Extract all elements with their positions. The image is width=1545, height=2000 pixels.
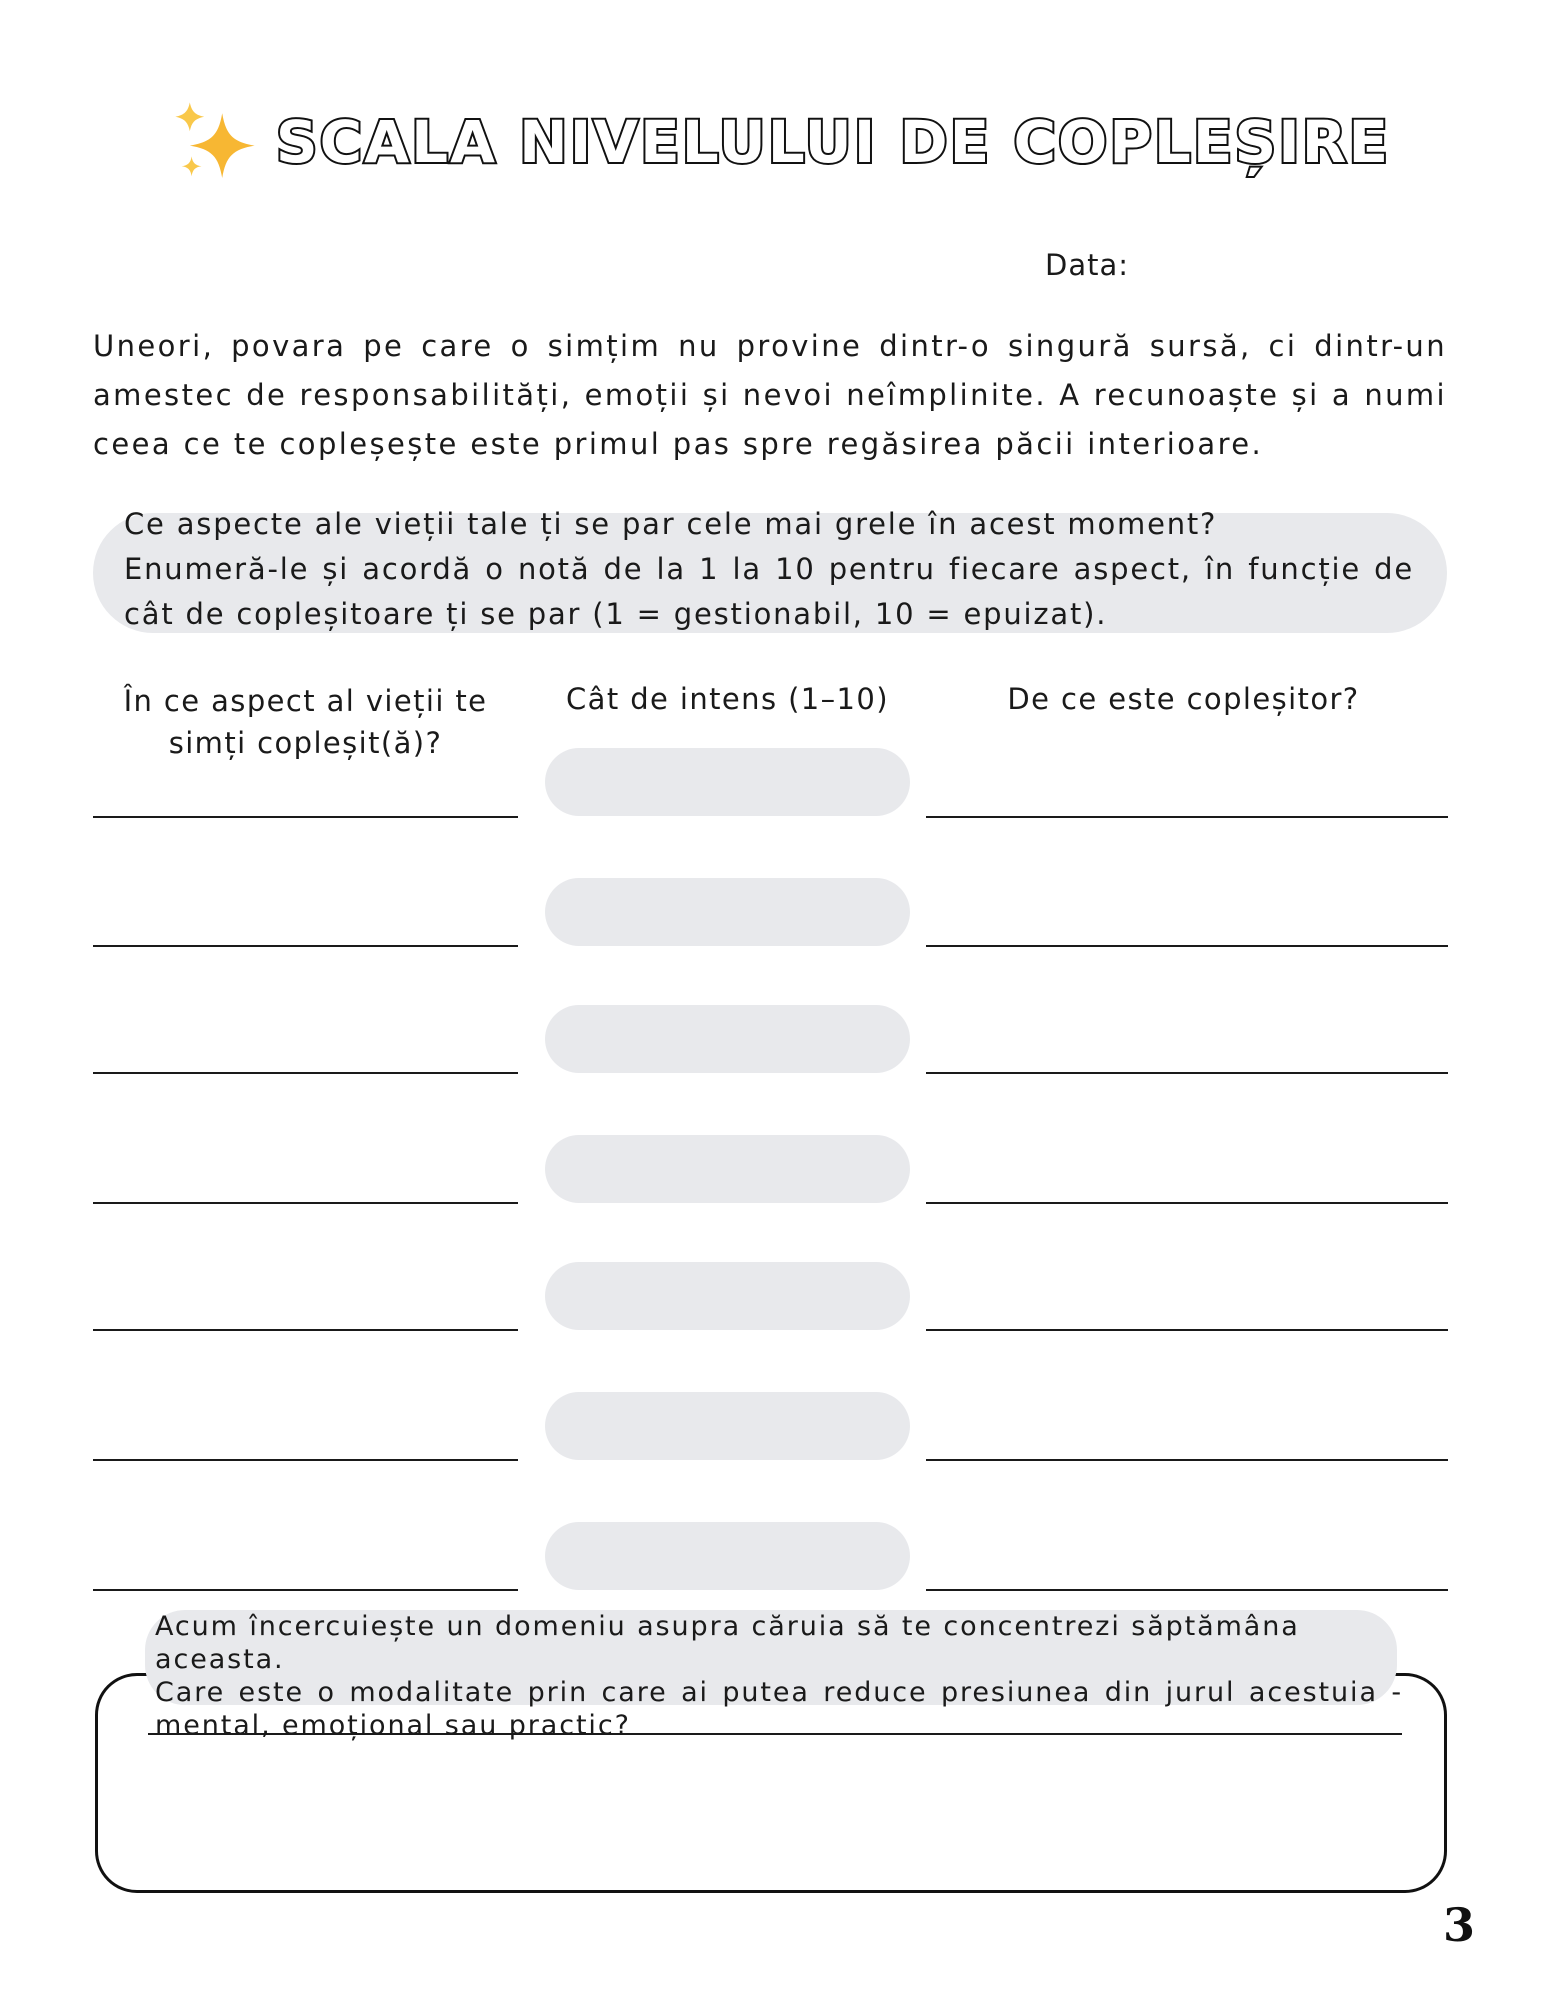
aspect-input-line[interactable] [93, 1072, 518, 1074]
intensity-input[interactable] [545, 1005, 910, 1073]
reason-input-line[interactable] [926, 1589, 1448, 1591]
page-title: SCALA NIVELULUI DE COPLEȘIRE [275, 108, 1391, 176]
column-header-reason: De ce este copleșitor? [1007, 682, 1360, 716]
aspect-input-line[interactable] [93, 1589, 518, 1591]
reason-input-line[interactable] [926, 1459, 1448, 1461]
reason-input-line[interactable] [926, 945, 1448, 947]
page-header [100, 92, 1460, 192]
reason-input-line[interactable] [926, 1329, 1448, 1331]
reason-input-line[interactable] [926, 816, 1448, 818]
prompt-line: Ce aspecte ale vieții tale ți se par cele mai grele în acest moment? [124, 507, 1218, 541]
date-label: Data: [1045, 248, 1130, 282]
intensity-input[interactable] [545, 1262, 910, 1330]
reflection-line: Care este o modalitate prin care ai putea reduce presiunea din jurul acestuia - [155, 1677, 1403, 1708]
reflection-prompt [155, 1610, 1403, 1742]
reflection-line: mental, emoțional sau practic? [155, 1710, 631, 1741]
prompt-line: Enumeră-le și acordă o notă de la 1 la 10 pentru fiecare aspect, în funcție de [124, 552, 1414, 586]
aspect-input-line[interactable] [93, 1202, 518, 1204]
intensity-input[interactable] [545, 878, 910, 946]
aspect-input-line[interactable] [93, 1459, 518, 1461]
page-number: 3 [1442, 1898, 1475, 1952]
prompt-line: cât de copleșitoare ți se par (1 = gestionabil, 10 = epuizat). [124, 597, 1108, 631]
prompt-text [124, 502, 1414, 637]
aspect-input-line[interactable] [93, 945, 518, 947]
aspect-input-line[interactable] [93, 1329, 518, 1331]
intro-paragraph: Uneori, povara pe care o simțim nu provine dintr-o singură sursă, ci dintr-un amestec de responsabilități, emoții și nevoi neîmplinite. A recunoaște și a numi ceea ce te copleșește este primul pas spre regăsirea păcii interioare. [93, 329, 1447, 461]
reason-input-line[interactable] [926, 1202, 1448, 1204]
reflection-line: Acum încercuiește un domeniu asupra căruia să te concentrezi săptămâna aceasta. [155, 1611, 1300, 1675]
column-header-intensity: Cât de intens (1–10) [566, 682, 889, 716]
intensity-input[interactable] [545, 748, 910, 816]
column-header-aspect: În ce aspect al vieții te simți copleșit(ă)? [123, 684, 488, 760]
intensity-input[interactable] [545, 1392, 910, 1460]
intensity-input[interactable] [545, 1135, 910, 1203]
intensity-input[interactable] [545, 1522, 910, 1590]
reason-input-line[interactable] [926, 1072, 1448, 1074]
reflection-input-line[interactable] [148, 1733, 1402, 1735]
aspect-input-line[interactable] [93, 816, 518, 818]
sparkles-icon [170, 97, 260, 187]
